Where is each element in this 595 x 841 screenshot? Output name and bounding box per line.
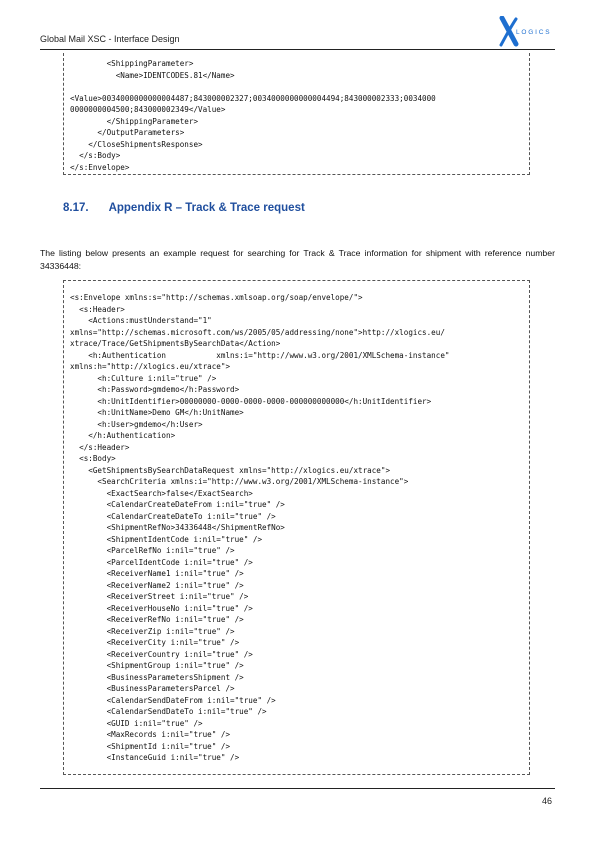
code-line: </h:Authentication> <box>70 431 176 440</box>
code-line: <ParcelIdentCode i:nil="true" /> <box>70 557 253 567</box>
footer-divider <box>40 788 555 789</box>
code-line: <ShipmentGroup i:nil="true" /> <box>70 661 244 670</box>
code-line: <h:User>gmdemo</h:User> <box>70 419 203 429</box>
code-line: </OutputParameters> <box>70 128 185 137</box>
code-line: <ExactSearch>false</ExactSearch> <box>70 488 253 498</box>
logo-wordmark: LOGICS <box>516 29 552 36</box>
code-line: <ReceiverCity i:nil="true" /> <box>70 638 240 647</box>
code-line: <Value>0034000000000004487;843000002327;0034000000000004494;843000002333;0034000 <box>70 93 436 103</box>
code-line: <s:Envelope xmlns:s="http://schemas.xmlsoap.org/soap/envelope/"> <box>70 293 363 302</box>
code-line: <h:Culture i:nil="true" /> <box>70 373 217 383</box>
code-line: <ReceiverRefNo i:nil="true" /> <box>70 615 244 624</box>
code-line: <ReceiverHouseNo i:nil="true" /> <box>70 603 253 613</box>
code-listing-request <box>63 280 530 775</box>
code-line: <CalendarSendDateTo i:nil="true" /> <box>70 707 267 716</box>
code-line: <ShippingParameter> <box>70 59 194 68</box>
code-line: <CalendarCreateDateFrom i:nil="true" /> <box>70 500 285 509</box>
code-line: <BusinessParametersParcel /> <box>70 684 235 693</box>
code-line: <h:Authentication xmlns:i="http://www.w3.org/2001/XMLSchema-instance" <box>70 350 450 360</box>
code-line: xtrace/Trace/GetShipmentsBySearchData</Action> <box>70 339 281 348</box>
code-line: <h:UnitIdentifier>00000000-0000-0000-0000-000000000000</h:UnitIdentifier> <box>70 396 432 406</box>
code-listing-continued <box>63 53 530 175</box>
intro-paragraph: The listing below presents an example request for searching for Track & Trace information for shipment with reference number 34336448: <box>40 248 555 271</box>
code-line: 0000000004500;843000002349</Value> <box>70 105 226 114</box>
code-line: <s:Body> <box>70 454 116 463</box>
code-line: <InstanceGuid i:nil="true" /> <box>70 753 240 762</box>
code-line: <Actions:mustUnderstand="1" <box>70 316 212 325</box>
code-line: <CalendarSendDateFrom i:nil="true" /> <box>70 695 276 705</box>
section-heading <box>63 202 305 214</box>
code-line: xmlns:h="http://xlogics.eu/xtrace"> <box>70 362 231 371</box>
code-line: <ShipmentId i:nil="true" /> <box>70 741 231 751</box>
code-line: <ReceiverCountry i:nil="true" /> <box>70 649 253 659</box>
code-line: </s:Body> <box>70 151 121 160</box>
code-line: <s:Header> <box>70 304 125 314</box>
code-line: <CalendarCreateDateTo i:nil="true" /> <box>70 511 276 521</box>
code-line: <ReceiverName2 i:nil="true" /> <box>70 580 244 590</box>
section-title: Appendix R – Track & Trace request <box>108 202 305 214</box>
code-line: <ShipmentRefNo>34336448</ShipmentRefNo> <box>70 523 285 532</box>
code-block <box>70 292 529 764</box>
code-line: <ReceiverName1 i:nil="true" /> <box>70 569 244 578</box>
code-line: <GUID i:nil="true" /> <box>70 718 203 728</box>
xlogics-logo <box>498 16 558 48</box>
code-line: </CloseShipmentsResponse> <box>70 139 203 149</box>
code-line: <h:UnitName>Demo GM</h:UnitName> <box>70 408 244 417</box>
code-line: </s:Header> <box>70 442 130 452</box>
code-line: <ReceiverStreet i:nil="true" /> <box>70 592 249 601</box>
code-line: <Name>IDENTCODES.81</Name> <box>70 70 235 80</box>
code-line: <SearchCriteria xmlns:i="http://www.w3.org/2001/XMLSchema-instance"> <box>70 477 409 486</box>
document-title: Global Mail XSC - Interface Design <box>40 34 180 44</box>
section-number: 8.17. <box>63 202 89 214</box>
page-number: 46 <box>541 796 552 806</box>
code-line: xmlns="http://schemas.microsoft.com/ws/2005/05/addressing/none">http://xlogics.eu/ <box>70 327 445 337</box>
code-block <box>70 58 529 173</box>
code-line: <ParcelRefNo i:nil="true" /> <box>70 546 235 555</box>
code-line: <BusinessParametersShipment /> <box>70 672 244 682</box>
code-line: </s:Envelope> <box>70 162 130 172</box>
code-line: <h:Password>gmdemo</h:Password> <box>70 385 240 394</box>
header-divider <box>40 49 555 50</box>
code-line: <ShipmentIdentCode i:nil="true" /> <box>70 534 263 544</box>
code-line: <GetShipmentsBySearchDataRequest xmlns="http://xlogics.eu/xtrace"> <box>70 465 391 475</box>
code-line: <ReceiverZip i:nil="true" /> <box>70 626 235 636</box>
code-line: <MaxRecords i:nil="true" /> <box>70 730 231 739</box>
code-line: </ShippingParameter> <box>70 116 199 126</box>
